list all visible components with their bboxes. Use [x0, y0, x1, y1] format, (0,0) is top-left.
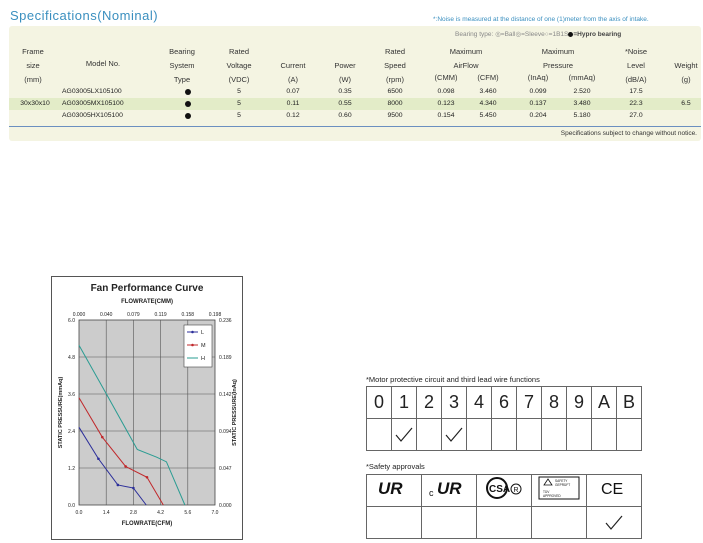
- row-current: 0.11: [286, 100, 300, 107]
- svg-text:R: R: [513, 487, 519, 494]
- header-mmaq: (mmAq): [568, 73, 596, 82]
- svg-text:UR: UR: [437, 479, 462, 498]
- data-point-M: [146, 476, 149, 479]
- y-tick-label: 4.8: [68, 355, 75, 361]
- safety-check-cell: [532, 507, 587, 539]
- spec-footnote: Specifications subject to change without notice.: [560, 130, 697, 137]
- cur-logo-cell: [422, 475, 477, 507]
- header-voltage: Rated Voltage (VDC): [226, 47, 252, 84]
- check-icon: [395, 427, 413, 443]
- svg-text:TÜV: TÜV: [543, 490, 550, 494]
- row-inaq: 0.137: [529, 100, 547, 107]
- motor-code-cell: 9: [567, 387, 592, 419]
- header-current: Current (A): [280, 61, 306, 84]
- row-cmm: 0.098: [437, 88, 455, 95]
- header-inaq: (InAq): [527, 73, 549, 82]
- ce-logo-icon: [598, 478, 630, 498]
- svg-text:CE: CE: [601, 481, 624, 498]
- y2-tick-label: 0.000: [219, 503, 232, 509]
- row-speed: 9500: [387, 112, 403, 119]
- data-point-M: [124, 465, 127, 468]
- header-model: Model No.: [85, 59, 121, 68]
- row-cfm: 5.450: [479, 112, 497, 119]
- check-icon: [445, 427, 463, 443]
- motor-code-cell: A: [592, 387, 617, 419]
- y2-tick-label: 0.236: [219, 318, 232, 324]
- row-inaq: 0.204: [529, 112, 547, 119]
- row-mmaq: 5.180: [573, 112, 591, 119]
- chart-title: Fan Performance Curve: [90, 283, 204, 294]
- row-power: 0.60: [338, 112, 352, 119]
- motor-functions-label: *Motor protective circuit and third lead wire functions: [366, 375, 540, 384]
- motor-code-cell: 2: [417, 387, 442, 419]
- row-voltage: 5: [237, 100, 241, 107]
- row-current: 0.07: [286, 88, 300, 95]
- data-point-L: [97, 457, 100, 460]
- row-speed: 6500: [387, 88, 403, 95]
- bearing-legend: Bearing type: ◎=Ball◎=Sleeve○=1B1S =Hypro bearing: [455, 31, 622, 38]
- x2-tick-label: 0.198: [208, 312, 222, 318]
- row-power: 0.55: [338, 100, 352, 107]
- safety-check-cell: [587, 507, 642, 539]
- fan-performance-chart: [51, 276, 243, 540]
- legend-label: M: [201, 343, 206, 349]
- x-tick-label: 5.6: [184, 510, 192, 516]
- ce-logo-cell: [587, 475, 642, 507]
- svg-text:APPROVED: APPROVED: [543, 494, 561, 498]
- header-power: Power (W): [334, 61, 356, 84]
- row-cmm: 0.123: [437, 100, 455, 107]
- motor-code-cell: 1: [392, 387, 417, 419]
- row-mmaq: 2.520: [573, 88, 591, 95]
- y2-tick-label: 0.142: [219, 392, 232, 398]
- tuv-logo-cell: [532, 475, 587, 507]
- motor-check-cell: [492, 419, 517, 451]
- x2-axis-label: FLOWRATE(CMM): [121, 299, 173, 305]
- motor-code-cell: 6: [492, 387, 517, 419]
- csa-logo-icon: [483, 476, 525, 500]
- row-noise: 27.0: [629, 112, 643, 119]
- x-tick-label: 7.0: [211, 510, 219, 516]
- legend-label: H: [201, 356, 205, 362]
- hypro-bearing-icon: [182, 113, 194, 121]
- motor-code-cell: 8: [542, 387, 567, 419]
- data-point-L: [117, 484, 120, 487]
- frame-size-value: 30x30x10: [20, 100, 50, 107]
- safety-check-cell: [422, 507, 477, 539]
- x-tick-label: 2.8: [129, 510, 137, 516]
- row-model: AG03005HX105100: [62, 112, 123, 119]
- legend-marker-M: [191, 344, 194, 347]
- header-pressure: Maximum Pressure: [541, 47, 575, 70]
- tuv-logo-icon: [538, 476, 580, 500]
- chart-svg: [52, 277, 242, 539]
- hypro-bearing-icon: [182, 101, 194, 109]
- y-tick-label: 1.2: [68, 466, 75, 472]
- row-cfm: 4.340: [479, 100, 497, 107]
- motor-check-cell: [567, 419, 592, 451]
- row-power: 0.35: [338, 88, 352, 95]
- ur-logo-icon: [374, 478, 414, 498]
- safety-approvals-grid: [366, 474, 642, 539]
- row-current: 0.12: [286, 112, 300, 119]
- x-tick-label: 1.4: [102, 510, 110, 516]
- header-bearing: Bearing System Type: [169, 47, 195, 84]
- y2-tick-label: 0.094: [219, 429, 232, 435]
- check-icon: [605, 515, 623, 531]
- x2-tick-label: 0.000: [72, 312, 86, 318]
- header-speed: Rated Speed (rpm): [384, 47, 406, 84]
- motor-check-cell: [467, 419, 492, 451]
- legend-box: [184, 325, 212, 367]
- x-axis-label: FLOWRATE(CFM): [121, 521, 173, 527]
- y2-tick-label: 0.047: [219, 466, 232, 472]
- motor-check-cell: [392, 419, 417, 451]
- svg-text:c: c: [429, 488, 434, 498]
- motor-check-cell: [517, 419, 542, 451]
- x2-tick-label: 0.079: [127, 312, 140, 318]
- motor-code-cell: B: [617, 387, 642, 419]
- legend-marker-L: [191, 331, 194, 334]
- motor-code-cell: 7: [517, 387, 542, 419]
- svg-text:CSA: CSA: [489, 484, 511, 495]
- row-voltage: 5: [237, 112, 241, 119]
- row-voltage: 5: [237, 88, 241, 95]
- x2-tick-label: 0.158: [181, 312, 195, 318]
- x-tick-label: 0.0: [75, 510, 83, 516]
- header-frame-size: Frame size (mm): [22, 47, 44, 84]
- row-cfm: 3.460: [479, 88, 497, 95]
- noise-note: *:Noise is measured at the distance of one (1)meter from the axis of intake.: [433, 16, 649, 23]
- x2-tick-label: 0.119: [154, 312, 167, 318]
- legend-label: L: [201, 330, 205, 336]
- row-mmaq: 3.480: [573, 100, 591, 107]
- cur-logo-icon: [427, 477, 471, 499]
- motor-check-cell: [442, 419, 467, 451]
- header-cfm: (CFM): [477, 73, 499, 82]
- motor-code-cell: 3: [442, 387, 467, 419]
- svg-text:UR: UR: [378, 479, 403, 498]
- row-model: AG03005LX105100: [62, 88, 122, 95]
- row-cmm: 0.154: [437, 112, 455, 119]
- motor-check-cell: [592, 419, 617, 451]
- motor-check-cell: [417, 419, 442, 451]
- header-noise: *Noise Level (dB/A): [624, 47, 648, 84]
- motor-code-cell: 0: [367, 387, 392, 419]
- page-title: Specifications(Nominal): [10, 8, 159, 23]
- row-inaq: 0.099: [529, 88, 547, 95]
- motor-check-cell: [367, 419, 392, 451]
- data-point-L: [132, 487, 135, 490]
- row-speed: 8000: [387, 100, 403, 107]
- weight-value: 6.5: [681, 100, 691, 107]
- safety-check-cell: [477, 507, 532, 539]
- y-axis-label: STATIC PRESSURE(mmAq): [58, 376, 64, 449]
- x-tick-label: 4.2: [157, 510, 165, 516]
- y2-tick-label: 0.189: [219, 355, 232, 361]
- divider: [9, 126, 701, 127]
- y-tick-label: 3.6: [68, 392, 75, 398]
- row-model: AG03005MX105100: [62, 100, 124, 107]
- y-tick-label: 0.0: [68, 503, 75, 509]
- x2-tick-label: 0.040: [99, 312, 113, 318]
- y-tick-label: 2.4: [68, 429, 75, 435]
- svg-text:SAFETY: SAFETY: [555, 479, 568, 483]
- row-noise: 17.5: [629, 88, 643, 95]
- motor-check-cell: [617, 419, 642, 451]
- motor-code-cell: 4: [467, 387, 492, 419]
- header-weight: Weight (g): [674, 61, 698, 84]
- row-noise: 22.3: [629, 100, 643, 107]
- ur-logo-cell: [367, 475, 422, 507]
- motor-check-cell: [542, 419, 567, 451]
- header-cmm: (CMM): [434, 73, 458, 82]
- data-point-M: [101, 436, 104, 439]
- y2-axis-label: STATIC PRESSURE(InAq): [232, 379, 238, 446]
- svg-text:GEPRÜFT: GEPRÜFT: [555, 483, 571, 487]
- hypro-bearing-icon: [182, 89, 194, 97]
- safety-check-cell: [367, 507, 422, 539]
- csa-logo-cell: [477, 475, 532, 507]
- motor-functions-grid: [366, 386, 642, 451]
- safety-approvals-label: *Safety approvals: [366, 462, 425, 471]
- y-tick-label: 6.0: [68, 318, 75, 324]
- header-airflow: Maximum AirFlow: [449, 47, 483, 70]
